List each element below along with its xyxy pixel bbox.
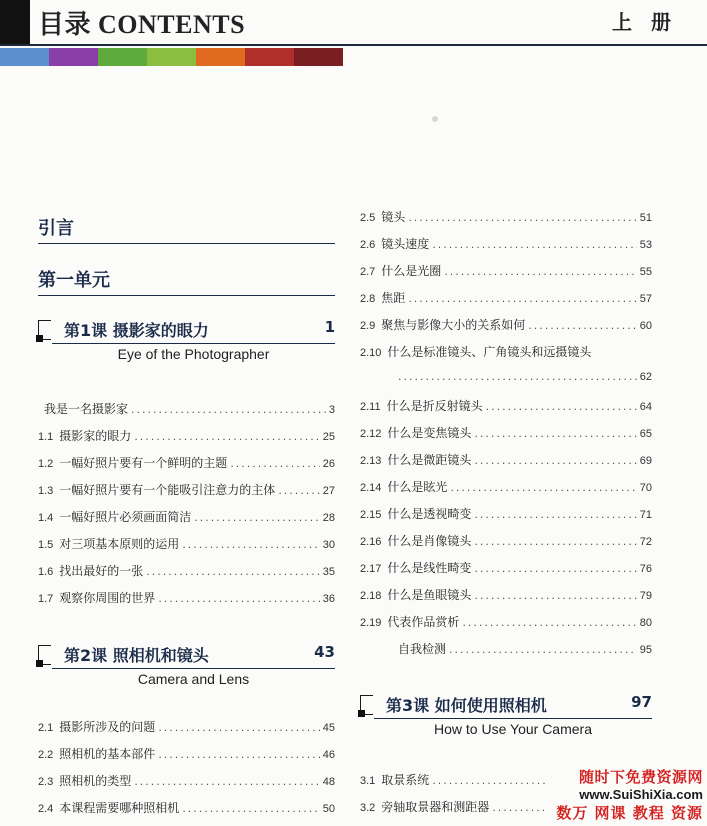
lesson-rule — [374, 718, 652, 719]
leader-dots — [474, 589, 636, 602]
entry-title: 什么是眩光 — [387, 480, 448, 494]
section-intro[interactable]: 引言 — [38, 214, 335, 244]
entry-number: 2.9 — [360, 320, 376, 332]
lesson-2-heading[interactable] — [38, 643, 335, 693]
toc-entry[interactable] — [38, 508, 335, 526]
entry-page: 79 — [639, 590, 652, 602]
toc-entry[interactable] — [360, 478, 652, 496]
lesson-rule — [52, 668, 335, 669]
page-title: 目录 CONTENTS — [38, 10, 246, 39]
entry-page: 65 — [639, 428, 652, 440]
entry-number: 1.6 — [38, 566, 54, 578]
toc-entry[interactable] — [360, 343, 652, 361]
entry-number: 2.10 — [360, 347, 382, 359]
entry-number: 2.19 — [360, 617, 382, 629]
color-swatch — [196, 48, 245, 66]
entry-title: 找出最好的一张 — [59, 564, 144, 578]
entry-number: 1.4 — [38, 512, 54, 524]
entry-number: 3.1 — [360, 775, 376, 787]
leader-dots — [492, 801, 547, 814]
entry-number: 2.17 — [360, 563, 382, 575]
toc-entry[interactable] — [360, 451, 652, 469]
lesson-subtitle: How to Use Your Camera — [434, 721, 592, 737]
leader-dots — [158, 592, 319, 605]
entry-number: 2.1 — [38, 722, 54, 734]
entry-title: 旁轴取景器和测距器 — [381, 800, 490, 814]
entry-page: 3 — [328, 404, 335, 416]
entry-title: 摄影所涉及的问题 — [59, 720, 156, 734]
toc-entry[interactable] — [360, 262, 652, 280]
toc-entry[interactable] — [38, 718, 335, 736]
entry-title: 焦距 — [381, 291, 406, 305]
toc-entry[interactable] — [38, 454, 335, 472]
leader-dots — [230, 457, 319, 470]
entry-title: 代表作品赏析 — [387, 615, 460, 629]
entry-number: 2.4 — [38, 803, 54, 815]
entry-number: 2.11 — [360, 401, 381, 413]
leader-dots — [134, 775, 319, 788]
leader-dots — [278, 484, 319, 497]
decorative-dot — [432, 116, 438, 122]
entry-title: 什么是鱼眼镜头 — [387, 588, 472, 602]
color-swatch — [147, 48, 196, 66]
color-swatch — [98, 48, 147, 66]
entry-number: 2.2 — [38, 749, 54, 761]
lesson-page: 1 — [324, 318, 335, 336]
entry-title: 什么是光圈 — [381, 264, 442, 278]
entry-number: 2.13 — [360, 455, 382, 467]
toc-entry[interactable] — [360, 424, 652, 442]
leader-dots — [182, 802, 319, 815]
page-header — [0, 0, 707, 46]
entry-title: 照相机的基本部件 — [59, 747, 156, 761]
entry-page: 53 — [639, 239, 652, 251]
leader-dots — [474, 427, 636, 440]
entry-title: 什么是肖像镜头 — [387, 534, 472, 548]
entry-page: 76 — [639, 563, 652, 575]
toc-entry[interactable] — [38, 400, 335, 418]
entry-number: 2.14 — [360, 482, 382, 494]
entry-page: 60 — [639, 320, 652, 332]
entry-title: 镜头 — [381, 210, 406, 224]
leader-dots — [486, 400, 637, 413]
entry-number: 1.1 — [38, 431, 54, 443]
leader-dots — [408, 211, 636, 224]
entry-title: 什么是折反射镜头 — [386, 399, 483, 413]
entry-title: 什么是微距镜头 — [387, 453, 472, 467]
toc-entry[interactable] — [360, 771, 550, 789]
color-swatch — [0, 48, 49, 66]
entry-page: 28 — [322, 512, 335, 524]
entry-page: 69 — [639, 455, 652, 467]
entry-number: 2.16 — [360, 536, 382, 548]
entry-title: 对三项基本原则的运用 — [59, 537, 180, 551]
leader-dots — [474, 508, 636, 521]
entry-page: 35 — [322, 566, 335, 578]
watermark-line-3: 数万 网课 教程 资源 — [556, 804, 703, 822]
leader-dots — [449, 643, 637, 656]
toc-entry[interactable] — [38, 427, 335, 445]
toc-entry[interactable] — [38, 745, 335, 763]
entry-title: 观察你周围的世界 — [59, 591, 156, 605]
leader-dots — [146, 565, 319, 578]
lesson-marker-icon — [38, 645, 51, 665]
entry-title: 什么是透视畸变 — [387, 507, 472, 521]
toc-entry[interactable] — [360, 316, 652, 334]
entry-page: 51 — [639, 212, 652, 224]
entry-page: 27 — [322, 485, 335, 497]
entry-page: 64 — [639, 401, 652, 413]
entry-title: 什么是标准镜头、广角镜头和远摄镜头 — [387, 345, 592, 359]
header-block — [0, 0, 30, 44]
entry-page: 80 — [639, 617, 652, 629]
color-swatch — [245, 48, 294, 66]
leader-dots — [158, 748, 319, 761]
leader-dots — [444, 265, 636, 278]
toc-entry[interactable] — [360, 397, 652, 415]
toc-entry[interactable] — [360, 613, 652, 631]
color-strip — [0, 48, 343, 66]
toc-entry[interactable] — [38, 589, 335, 607]
toc-entry[interactable] — [360, 559, 652, 577]
leader-dots — [462, 616, 636, 629]
lesson-marker-icon — [38, 320, 51, 340]
entry-title: 照相机的类型 — [59, 774, 132, 788]
leader-dots — [408, 292, 636, 305]
leader-dots — [450, 481, 636, 494]
toc-entry[interactable] — [360, 208, 652, 226]
leader-dots — [398, 370, 637, 383]
lesson-marker-icon — [360, 695, 373, 715]
leader-dots — [474, 454, 636, 467]
entry-number: 1.3 — [38, 485, 54, 497]
entry-number: 3.2 — [360, 802, 376, 814]
entry-title: 一幅好照片要有一个能吸引注意力的主体 — [59, 483, 276, 497]
lesson-page: 97 — [631, 693, 652, 711]
entry-number: 2.18 — [360, 590, 382, 602]
lesson-title: 第3课 如何使用照相机 — [386, 696, 547, 715]
leader-dots — [158, 721, 319, 734]
toc-entry[interactable] — [360, 640, 652, 658]
entry-page: 57 — [639, 293, 652, 305]
entry-page: 95 — [639, 644, 652, 656]
color-swatch — [49, 48, 98, 66]
leader-dots — [194, 511, 319, 524]
toc-entry[interactable] — [360, 505, 652, 523]
leader-dots — [474, 562, 636, 575]
toc-entry[interactable] — [360, 289, 652, 307]
entry-number: 2.3 — [38, 776, 54, 788]
toc-entry[interactable] — [360, 235, 652, 253]
lesson-rule — [52, 343, 335, 344]
entry-page: 71 — [639, 509, 652, 521]
watermark-url: www.SuiShiXia.com — [579, 787, 703, 802]
toc-entry[interactable] — [38, 481, 335, 499]
entry-number: 1.2 — [38, 458, 54, 470]
entry-title: 什么是线性畸变 — [387, 561, 472, 575]
leader-dots — [474, 535, 636, 548]
toc-entry[interactable] — [38, 535, 335, 553]
entry-page: 45 — [322, 722, 335, 734]
entry-number: 1.7 — [38, 593, 54, 605]
entry-page: 50 — [322, 803, 335, 815]
entry-title: 本课程需要哪种照相机 — [59, 801, 180, 815]
toc-entry[interactable] — [38, 799, 335, 817]
entry-title: 聚焦与影像大小的关系如何 — [381, 318, 526, 332]
watermark-line-1: 随时下免费资源网 — [578, 768, 703, 786]
entry-title: 镜头速度 — [381, 237, 430, 251]
toc-entry[interactable] — [360, 798, 550, 816]
leader-dots — [131, 403, 326, 416]
entry-title: 我是一名摄影家 — [44, 402, 129, 416]
lesson-3-heading[interactable] — [360, 693, 652, 743]
entry-title: 取景系统 — [381, 773, 430, 787]
site-watermark — [548, 766, 703, 822]
entry-page: 25 — [322, 431, 335, 443]
entry-number: 2.5 — [360, 212, 376, 224]
leader-dots — [432, 774, 547, 787]
lesson-subtitle: Camera and Lens — [137, 671, 250, 687]
entry-title: 一幅好照片必须画面简洁 — [59, 510, 192, 524]
lesson-title: 第1课 摄影家的眼力 — [64, 321, 209, 340]
color-swatch — [294, 48, 343, 66]
lesson-subtitle: Eye of the Photographer — [117, 346, 270, 362]
lesson-1-heading[interactable] — [38, 318, 335, 368]
entry-page: 72 — [639, 536, 652, 548]
entry-page: 30 — [322, 539, 335, 551]
entry-title: 摄影家的眼力 — [59, 429, 132, 443]
entry-number: 2.8 — [360, 293, 376, 305]
entry-page: 70 — [639, 482, 652, 494]
lesson-title: 第2课 照相机和镜头 — [64, 646, 209, 665]
leader-dots — [528, 319, 636, 332]
toc-entry[interactable] — [360, 586, 652, 604]
leader-dots — [182, 538, 319, 551]
leader-dots — [432, 238, 636, 251]
entry-number: 1.5 — [38, 539, 54, 551]
entry-page: 55 — [639, 266, 652, 278]
entry-number: 2.7 — [360, 266, 376, 278]
toc-entry[interactable] — [38, 562, 335, 580]
volume-label: 上 册 — [612, 10, 677, 34]
toc-entry[interactable] — [360, 370, 652, 388]
entry-title: 自我检测 — [398, 642, 447, 656]
entry-page: 26 — [322, 458, 335, 470]
entry-number: 2.15 — [360, 509, 382, 521]
entry-number: 2.12 — [360, 428, 382, 440]
entry-page: 48 — [322, 776, 335, 788]
entry-page: 46 — [322, 749, 335, 761]
entry-page: 36 — [322, 593, 335, 605]
toc-entry[interactable] — [38, 772, 335, 790]
entry-page: 62 — [639, 371, 652, 383]
leader-dots — [134, 430, 319, 443]
entry-number: 2.6 — [360, 239, 376, 251]
toc-entry[interactable] — [360, 532, 652, 550]
lesson-page: 43 — [314, 643, 335, 661]
entry-title: 什么是变焦镜头 — [387, 426, 472, 440]
section-unit-1[interactable]: 第一单元 — [38, 266, 335, 296]
entry-title: 一幅好照片要有一个鲜明的主题 — [59, 456, 228, 470]
